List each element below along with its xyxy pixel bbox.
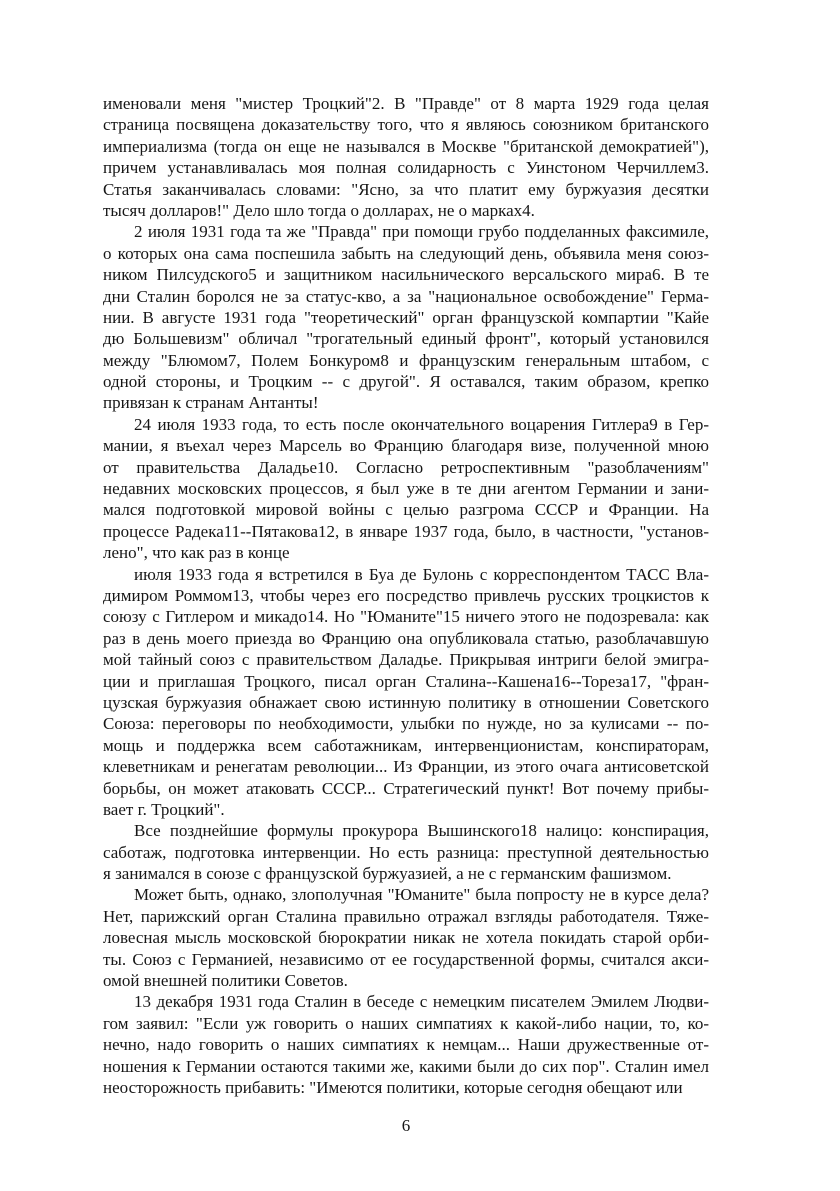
page-number: 6 xyxy=(401,1116,411,1136)
text-line: тысяч долларов!" Дело шло тогда о долларах, не о марках4. xyxy=(103,200,535,220)
text-line: союзу с Гитлером и микадо14. Но "Юманите"15 ничего этого не подозревала: как xyxy=(103,607,709,627)
paragraph xyxy=(103,93,709,221)
text-line: мался подготовкой мировой войны с целью разгрома СССР и Франции. На xyxy=(103,500,709,520)
text-line: недавних московских процессов, я был уже в те дни агентом Германии и зани- xyxy=(103,479,709,499)
text-line: ношения к Германии остаются такими же, какими были до сих пор". Сталин имел xyxy=(103,1056,709,1076)
text-line: нечно, надо говорить о наших симпатиях к немцам... Наши дружественные от- xyxy=(103,1035,709,1055)
text-line: 13 декабря 1931 года Сталин в беседе с немецким писателем Эмилем Людви- xyxy=(134,992,709,1012)
paragraph xyxy=(103,414,709,564)
text-line: Нет, парижский орган Сталина правильно отражал взгляды работодателя. Тяже- xyxy=(103,906,709,926)
text-line: неосторожность прибавить: "Имеются политики, которые сегодня обещают или xyxy=(103,1077,683,1097)
paragraph xyxy=(103,991,709,1098)
text-line: страница посвящена доказательству того, что я являюсь союзником британского xyxy=(103,115,709,135)
text-line: о которых она сама поспешила забыть на следующий день, объявила меня союз- xyxy=(103,243,709,263)
text-line: димиром Роммом13, чтобы через его посредство привлечь русских троцкистов к xyxy=(103,585,709,605)
text-line: 24 июля 1933 года, то есть после окончательного воцарения Гитлера9 в Гер- xyxy=(134,414,709,434)
text-line: процессе Радека11--Пятакова12, в январе 1937 года, было, в частности, "установ- xyxy=(103,521,709,541)
text-line: раз в день моего приезда во Францию она опубликовала статью, разоблачавшую xyxy=(103,628,709,648)
text-line: ты. Союз с Германией, независимо от ее государственной формы, считался акси- xyxy=(103,949,709,969)
text-line: одной стороны, и Троцким -- с другой". Я оставался, таким образом, крепко xyxy=(103,372,709,392)
text-line: клеветникам и ренегатам революции... Из Франции, из этого очага антисоветской xyxy=(103,757,709,777)
document-page xyxy=(103,93,709,1137)
text-line: саботаж, подготовка интервенции. Но есть разница: преступной деятельностью xyxy=(103,842,709,862)
text-line: империализма (тогда он еще не назывался в Москве "британской демократией"), xyxy=(103,136,709,156)
text-line: гом заявил: "Если уж говорить о наших симпатиях к какой-либо нации, то, ко- xyxy=(103,1013,709,1033)
text-line: Союза: переговоры по необходимости, улыбки по нужде, но за кулисами -- по- xyxy=(103,714,709,734)
text-line: ции и приглашая Троцкого, писал орган Сталина--Кашена16--Тореза17, "фран- xyxy=(103,671,709,691)
paragraph xyxy=(103,564,709,821)
text-line: дю Большевизм" обличал "трогательный единый фронт", который установился xyxy=(103,329,709,349)
paragraph xyxy=(103,820,709,884)
text-line: ловесная мысль московской бюрократии никак не хотела покидать старой орби- xyxy=(103,928,709,948)
text-line: лено", что как раз в конце xyxy=(103,543,290,563)
text-line: именовали меня "мистер Троцкий"2. В "Правде" от 8 марта 1929 года целая xyxy=(103,94,709,113)
text-line: мой тайный союз с правительством Даладье. Прикрывая интриги белой эмигра- xyxy=(103,650,709,670)
text-line: нии. В августе 1931 года "теоретический" орган французской компартии "Кайе xyxy=(103,307,709,327)
paragraph xyxy=(103,884,709,991)
paragraph xyxy=(103,221,709,414)
text-line: от правительства Даладье10. Согласно ретроспективным "разоблачениям" xyxy=(103,457,709,477)
text-line: я занимался в союзе с французской буржуазией, а не с германским фашизмом. xyxy=(103,864,672,884)
text-line: вает г. Троцкий". xyxy=(103,799,225,819)
text-line: мании, я въехал через Марсель во Францию благодаря визе, полученной мною xyxy=(103,436,709,456)
text-line: привязан к странам Антанты! xyxy=(103,393,319,413)
text-line: мощь и поддержка всем саботажникам, интервенционистам, конспираторам, xyxy=(103,735,709,755)
text-line: причем устанавливалась моя полная солидарность с Уинстоном Черчиллем3. xyxy=(103,158,709,178)
text-line: ником Пилсудского5 и защитником насильнического версальского мира6. В те xyxy=(103,265,709,285)
text-line: омой внешней политики Советов. xyxy=(103,971,348,991)
page-body xyxy=(103,93,709,1098)
text-line: между "Блюмом7, Полем Бонкуром8 и французским генеральным штабом, с xyxy=(103,350,709,370)
text-line: 2 июля 1931 года та же "Правда" при помощи грубо подделанных факсимиле, xyxy=(134,222,709,242)
text-line: Все позднейшие формулы прокурора Вышинского18 налицо: конспирация, xyxy=(134,821,709,841)
text-line: Статья заканчивалась словами: "Ясно, за что платит ему буржуазия десятки xyxy=(103,179,709,199)
text-line: борьбы, он может атаковать СССР... Стратегический пункт! Вот почему прибы- xyxy=(103,778,709,798)
text-line: цузская буржуазия обнажает свою истинную политику в отношении Советского xyxy=(103,692,709,712)
text-line: Может быть, однако, злополучная "Юманите" была попросту не в курсе дела? xyxy=(134,885,709,905)
text-line: июля 1933 года я встретился в Буа де Булонь с корреспондентом ТАСС Вла- xyxy=(134,564,709,584)
text-line: дни Сталин боролся не за статус-кво, а за "национальное освобождение" Герма- xyxy=(103,286,709,306)
